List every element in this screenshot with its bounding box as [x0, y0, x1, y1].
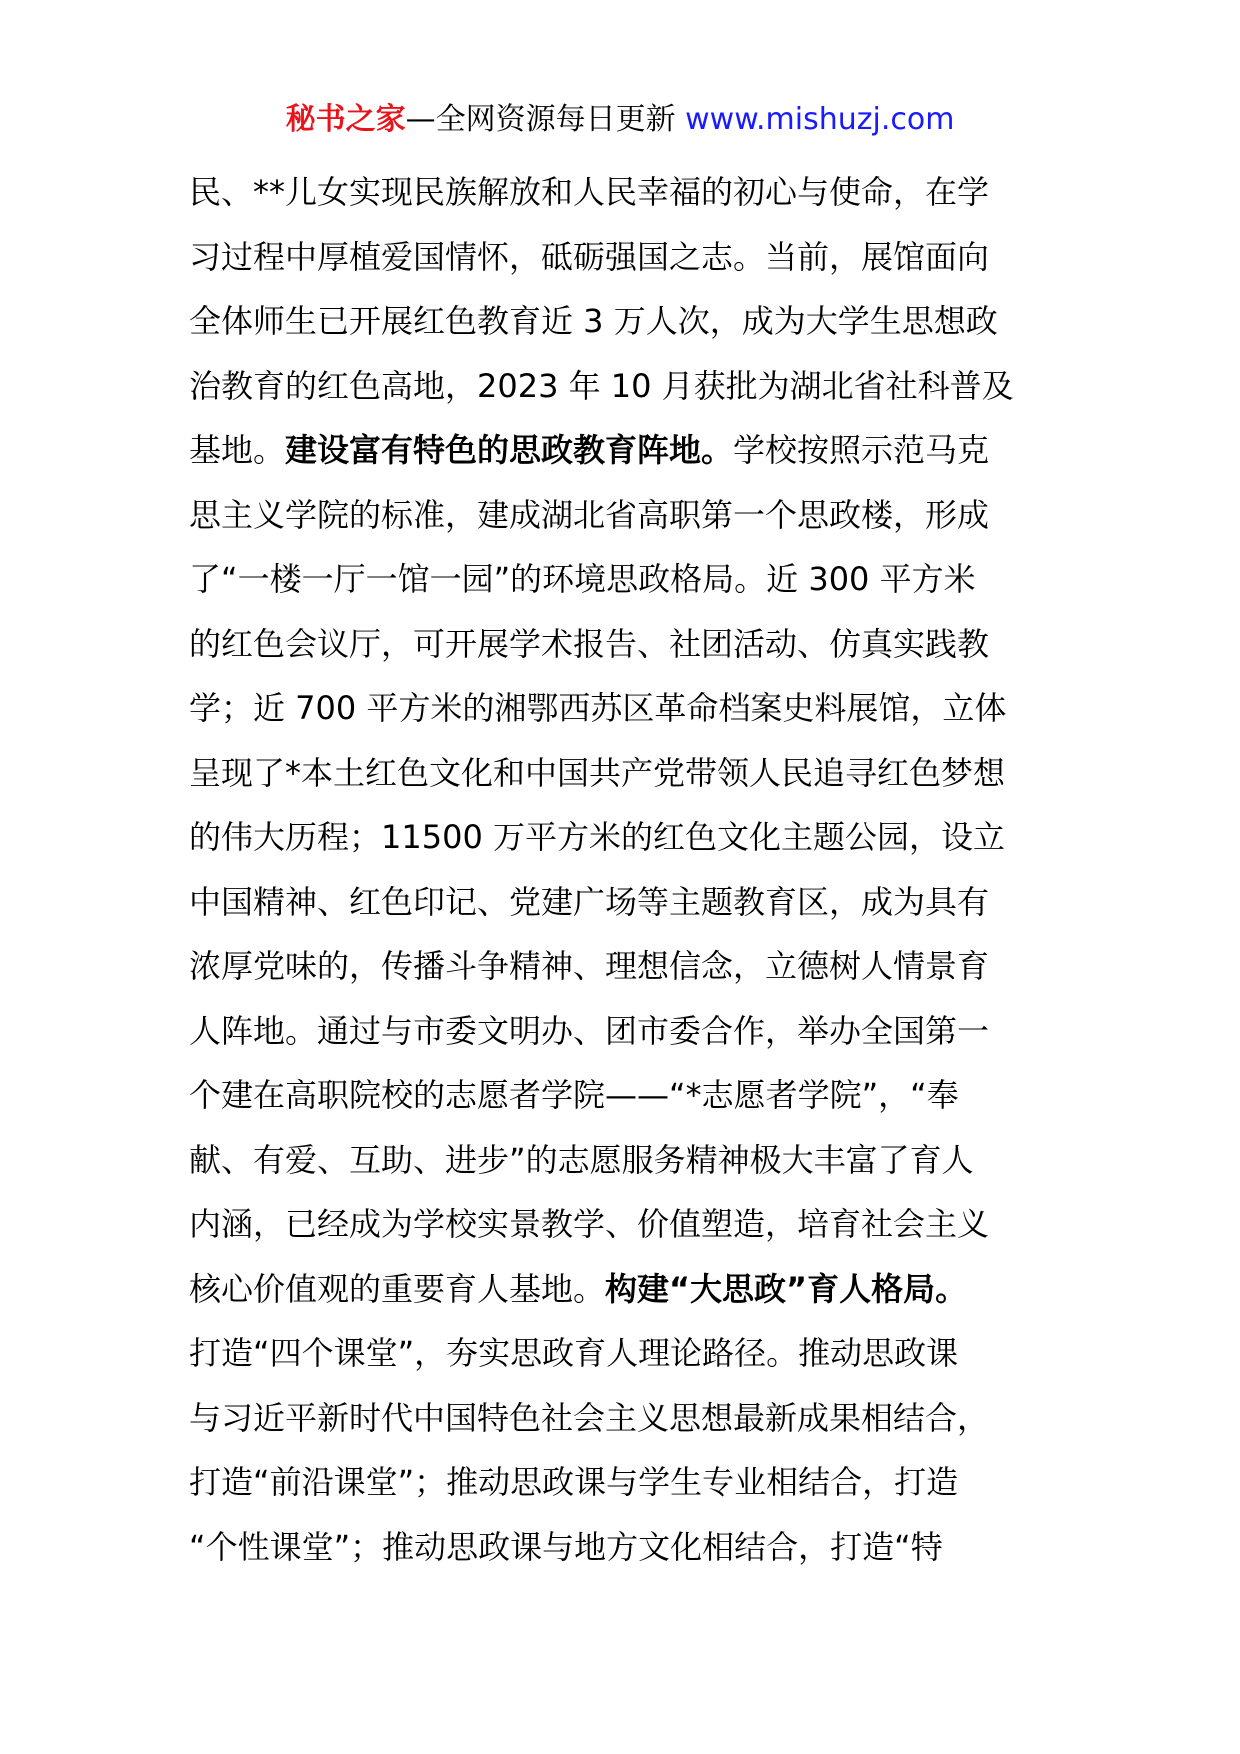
line-text: 核心价值观的重要育人基地。: [189, 1269, 606, 1308]
text-line: 献、有爱、互助、进步”的志愿服务精神极大丰富了育人: [189, 1140, 974, 1179]
text-line: 的红色会议厅，可开展学术报告、社团活动、仿真实践教: [189, 624, 990, 663]
text-line: 个建在高职院校的志愿者学院——“*志愿者学院”，“奉: [189, 1076, 959, 1114]
text-line: 人阵地。通过与市委文明办、团市委合作，举办全国第一: [189, 1011, 990, 1050]
section-heading-da-sizheng: 构建“大思政”育人格局。: [605, 1269, 968, 1308]
text-line: 了“一楼一厅一馆一园”的环境思政格局。近 300 平方米: [189, 560, 976, 598]
section-heading-jiaoyu-zhendi: 建设富有特色的思政教育阵地。: [285, 431, 734, 469]
text-line: 浓厚党味的，传播斗争精神、理想信念，立德树人情景育: [189, 947, 990, 985]
text-line: 内涵，已经成为学校实景教学、价值塑造，培育社会主义: [189, 1205, 990, 1243]
text-line: 中国精神、红色印记、党建广场等主题教育区，成为具有: [189, 882, 990, 921]
site-url-link[interactable]: www.mishuzj.com: [685, 102, 955, 137]
text-line: 学；近 700 平方米的湘鄂西苏区革命档案史料展馆，立体: [189, 689, 1007, 727]
text-line: 呈现了*本土红色文化和中国共产党带领人民追寻红色梦想: [189, 753, 1006, 792]
text-line-with-heading: [189, 418, 1069, 483]
text-line: 打造“四个课堂”，夯实思政育人理论路径。推动思政课: [189, 1334, 959, 1372]
header-tagline: —全网资源每日更新: [405, 102, 686, 137]
brand-name: 秘书之家: [285, 102, 406, 137]
text-line: 与习近平新时代中国特色社会主义思想最新成果相结合，: [189, 1398, 990, 1437]
text-line: 全体师生已开展红色教育近 3 万人次，成为大学生思想政: [189, 302, 998, 340]
text-line-with-heading: [189, 1257, 1069, 1322]
line-text: 基地。: [189, 431, 286, 469]
text-line: “个性课堂”；推动思政课与地方文化相结合，打造“特: [189, 1527, 943, 1566]
text-line: 民、**儿女实现民族解放和人民幸福的初心与使命，在学: [189, 173, 990, 211]
site-header: [0, 100, 1240, 140]
text-line: 思主义学院的标准，建成湖北省高职第一个思政楼，形成: [189, 495, 990, 534]
document-body: [189, 160, 1069, 1579]
text-line: 的伟大历程；11500 万平方米的红色文化主题公园，设立: [189, 818, 1005, 856]
text-line: 治教育的红色高地，2023 年 10 月获批为湖北省社科普及: [189, 366, 1014, 405]
text-line: 习过程中厚植爱国情怀，砥砺强国之志。当前，展馆面向: [189, 237, 990, 276]
text-line: 打造“前沿课堂”；推动思政课与学生专业相结合，打造: [189, 1463, 959, 1501]
line-text: 学校按照示范马克: [733, 431, 990, 469]
